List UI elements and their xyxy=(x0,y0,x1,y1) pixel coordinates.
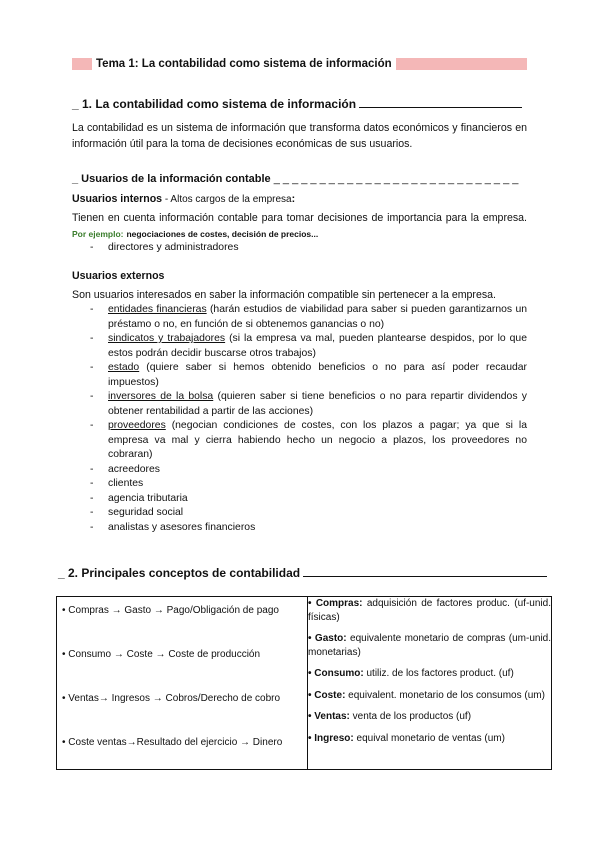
flow-row: • Consumo → Coste → Coste de producción xyxy=(62,649,261,660)
list-item xyxy=(90,506,527,521)
list-item-term: entidades financieras xyxy=(108,304,207,315)
usuarios-heading-trail: _ _ _ _ _ _ _ _ _ _ _ _ _ _ _ _ _ _ _ _ _ _ _ _ _ _ _ xyxy=(273,173,519,185)
definition-term: • Compras: xyxy=(308,598,363,609)
section2-heading xyxy=(58,566,547,580)
list-item xyxy=(90,390,527,419)
list-item-text: (quiere saber si hemos obtenido beneficios o no para así poder recaudar impuestos) xyxy=(108,362,527,388)
list-item-term: inversores de la bolsa xyxy=(108,391,214,402)
list-item-text: clientes xyxy=(108,478,144,489)
list-item-text: (negocian condiciones de costes, con los plazos a pagar; ya que si la empresa va mal y cierra habiendo hecho un negocio a plazos, los proveedores no cobraran) xyxy=(108,420,527,460)
list-item-text: (quieren saber si tiene beneficios o no para repartir dividendos y obtener rentabilidad a partir de las acciones) xyxy=(108,391,527,417)
definition-text: adquisición de factores produc. (uf-unid. físicas) xyxy=(308,598,551,623)
list-item: - directores y administradores xyxy=(90,241,527,256)
list-item xyxy=(90,477,527,492)
topic-title: Tema 1: La contabilidad como sistema de información xyxy=(96,58,392,70)
section1-heading-line xyxy=(359,97,522,108)
section1-intro: La contabilidad es un sistema de información que transforma datos económicos y financieros en información útil para la toma de decisiones económicas de sus usuarios. xyxy=(72,122,527,150)
list-item-text: (harán estudios de viabilidad para saber si pueden garantizarnos un préstamo o no, en función de si obtenemos ganancias o no) xyxy=(108,304,527,330)
flow-row: • Ventas→ Ingresos → Cobros/Derecho de cobro xyxy=(62,693,281,704)
definition-item xyxy=(308,732,551,746)
usuarios-internos-line xyxy=(72,193,295,205)
usuarios-internos-text xyxy=(72,210,527,242)
usuarios-externos-text: Son usuarios interesados en saber la información compatible sin pertenecer a la empresa. xyxy=(72,289,496,301)
definition-term: • Gasto: xyxy=(308,633,347,644)
flow-row: • Compras → Gasto → Pago/Obligación de pago xyxy=(62,605,279,616)
section2-heading-text: _ 2. Principales conceptos de contabilidad xyxy=(58,566,301,580)
list-item xyxy=(90,463,527,478)
list-item-term: sindicatos y trabajadores xyxy=(108,333,226,344)
usuarios-internos-sep: - xyxy=(162,194,171,205)
example-label: Por ejemplo: xyxy=(72,229,124,239)
list-item-term: proveedores xyxy=(108,420,166,431)
table-row xyxy=(57,597,552,770)
usuarios-internos-colon: : xyxy=(291,193,296,205)
section2-heading-line xyxy=(303,566,547,577)
definition-text: equival monetario de ventas (um) xyxy=(353,732,505,744)
concepts-definitions-cell xyxy=(308,597,552,770)
list-item xyxy=(90,419,527,463)
definition-term: • Ventas: xyxy=(308,711,350,722)
section1-heading xyxy=(72,97,522,111)
title-highlight-left xyxy=(72,58,92,70)
list-item-text: (si la empresa va mal, pueden plantearse despidos, por lo que estos podrán decidir buscarse otros trabajos) xyxy=(108,333,527,359)
usuarios-externos-label: Usuarios externos xyxy=(72,270,165,282)
list-item xyxy=(90,332,527,361)
list-item xyxy=(90,303,527,332)
section1-heading-text: _ 1. La contabilidad como sistema de información xyxy=(72,97,357,111)
usuarios-heading-text: _ Usuarios de la información contable xyxy=(72,173,271,185)
list-item-term: estado xyxy=(108,362,140,373)
usuarios-internos-body: Tienen en cuenta información contable para tomar decisiones de importancia para la empresa. xyxy=(72,212,527,224)
list-item-text: seguridad social xyxy=(108,507,184,518)
usuarios-internos-list xyxy=(90,241,527,256)
definition-item xyxy=(308,597,551,624)
definition-text: equivalente monetario de compras (um-unid. monetarias) xyxy=(308,633,551,658)
usuarios-internos-label: Usuarios internos xyxy=(72,193,163,205)
list-item-text: agencia tributaria xyxy=(108,492,188,504)
title-highlight-right xyxy=(396,58,527,70)
usuarios-internos-desc: Altos cargos de la empresa xyxy=(170,194,292,205)
flow-row: • Coste ventas→Resultado del ejercicio → Dinero xyxy=(62,737,283,748)
concepts-flow-cell xyxy=(57,597,308,770)
usuarios-externos-list xyxy=(90,303,527,535)
definition-term: • Ingreso: xyxy=(308,732,354,744)
definition-item xyxy=(308,710,551,724)
list-item xyxy=(90,492,527,507)
definition-text: venta de los productos (uf) xyxy=(349,711,472,722)
definition-term: • Consumo: xyxy=(308,668,364,679)
list-item-text: acreedores xyxy=(108,463,160,475)
definition-text: equivalent. monetario de los consumos (um) xyxy=(345,689,545,701)
definition-item xyxy=(308,689,551,703)
topic-title-row xyxy=(72,55,527,73)
usuarios-heading xyxy=(72,173,518,185)
definition-item xyxy=(308,667,551,681)
list-item-text: analistas y asesores financieros xyxy=(108,521,256,533)
list-item xyxy=(90,361,527,390)
definition-item xyxy=(308,632,551,659)
example-text: negociaciones de costes, decisión de precios... xyxy=(126,229,319,239)
definition-text: utiliz. de los factores product. (uf) xyxy=(363,668,514,679)
list-item xyxy=(90,521,527,536)
concepts-table xyxy=(56,596,552,770)
definition-term: • Coste: xyxy=(308,689,346,701)
